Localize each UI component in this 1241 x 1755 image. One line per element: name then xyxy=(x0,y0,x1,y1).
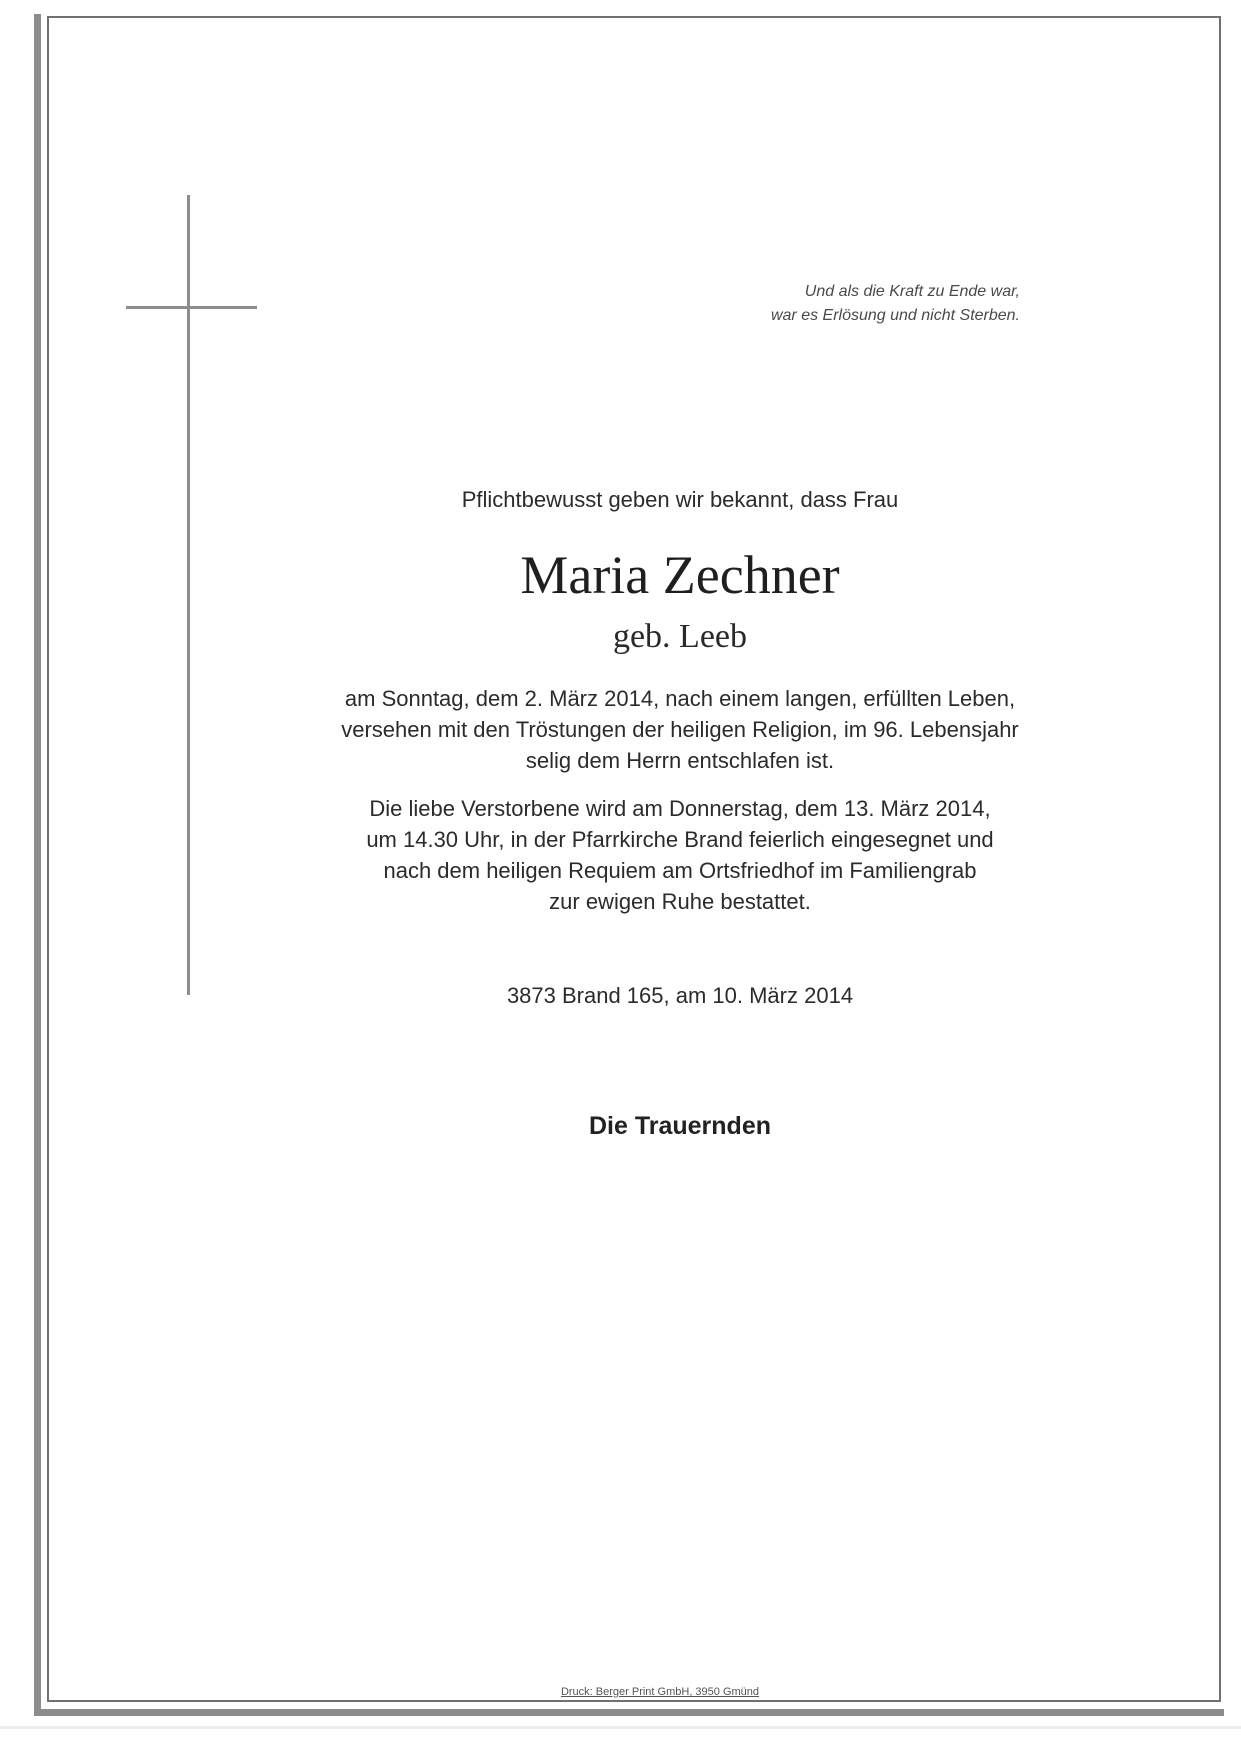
quote-line: war es Erlösung und nicht Sterben. xyxy=(770,307,1020,324)
notice-line: am Sonntag, dem 2. März 2014, nach einem langen, erfüllten Leben, xyxy=(344,686,1016,711)
scan-edge-line xyxy=(0,1726,1241,1729)
quote-line: Und als die Kraft zu Ende war, xyxy=(804,283,1020,300)
funeral-notice xyxy=(300,793,1060,917)
printer-credit: Druck: Berger Print GmbH, 3950 Gmünd xyxy=(560,1686,760,1698)
notice-line: versehen mit den Tröstungen der heiligen Religion, im 96. Lebensjahr xyxy=(341,717,1019,742)
cross-horizontal-bar xyxy=(126,306,257,309)
intro-text: Pflichtbewusst geben wir bekannt, dass Frau xyxy=(461,487,899,512)
deceased-name: Maria Zechner xyxy=(520,545,840,605)
memorial-quote xyxy=(640,280,1020,328)
place-date: 3873 Brand 165, am 10. März 2014 xyxy=(506,983,854,1008)
death-notice xyxy=(300,683,1060,776)
notice-line: um 14.30 Uhr, in der Pfarrkirche Brand feierlich eingesegnet und xyxy=(366,827,994,852)
notice-line: nach dem heiligen Requiem am Ortsfriedhof im Familiengrab xyxy=(383,858,977,883)
maiden-name: geb. Leeb xyxy=(612,618,748,655)
border-left-thin xyxy=(47,16,49,1702)
notice-line: zur ewigen Ruhe bestattet. xyxy=(549,889,811,914)
notice-line: Die liebe Verstorbene wird am Donnerstag, dem 13. März 2014, xyxy=(369,796,991,821)
signature: Die Trauernden xyxy=(589,1112,771,1140)
border-left-thick xyxy=(34,14,41,1716)
notice-line: selig dem Herrn entschlafen ist. xyxy=(525,748,835,773)
border-bottom-thick xyxy=(34,1709,1224,1716)
border-right xyxy=(1219,16,1221,1702)
border-top xyxy=(47,16,1221,18)
cross-vertical-bar xyxy=(187,195,190,995)
border-bottom-thin xyxy=(47,1700,1221,1702)
